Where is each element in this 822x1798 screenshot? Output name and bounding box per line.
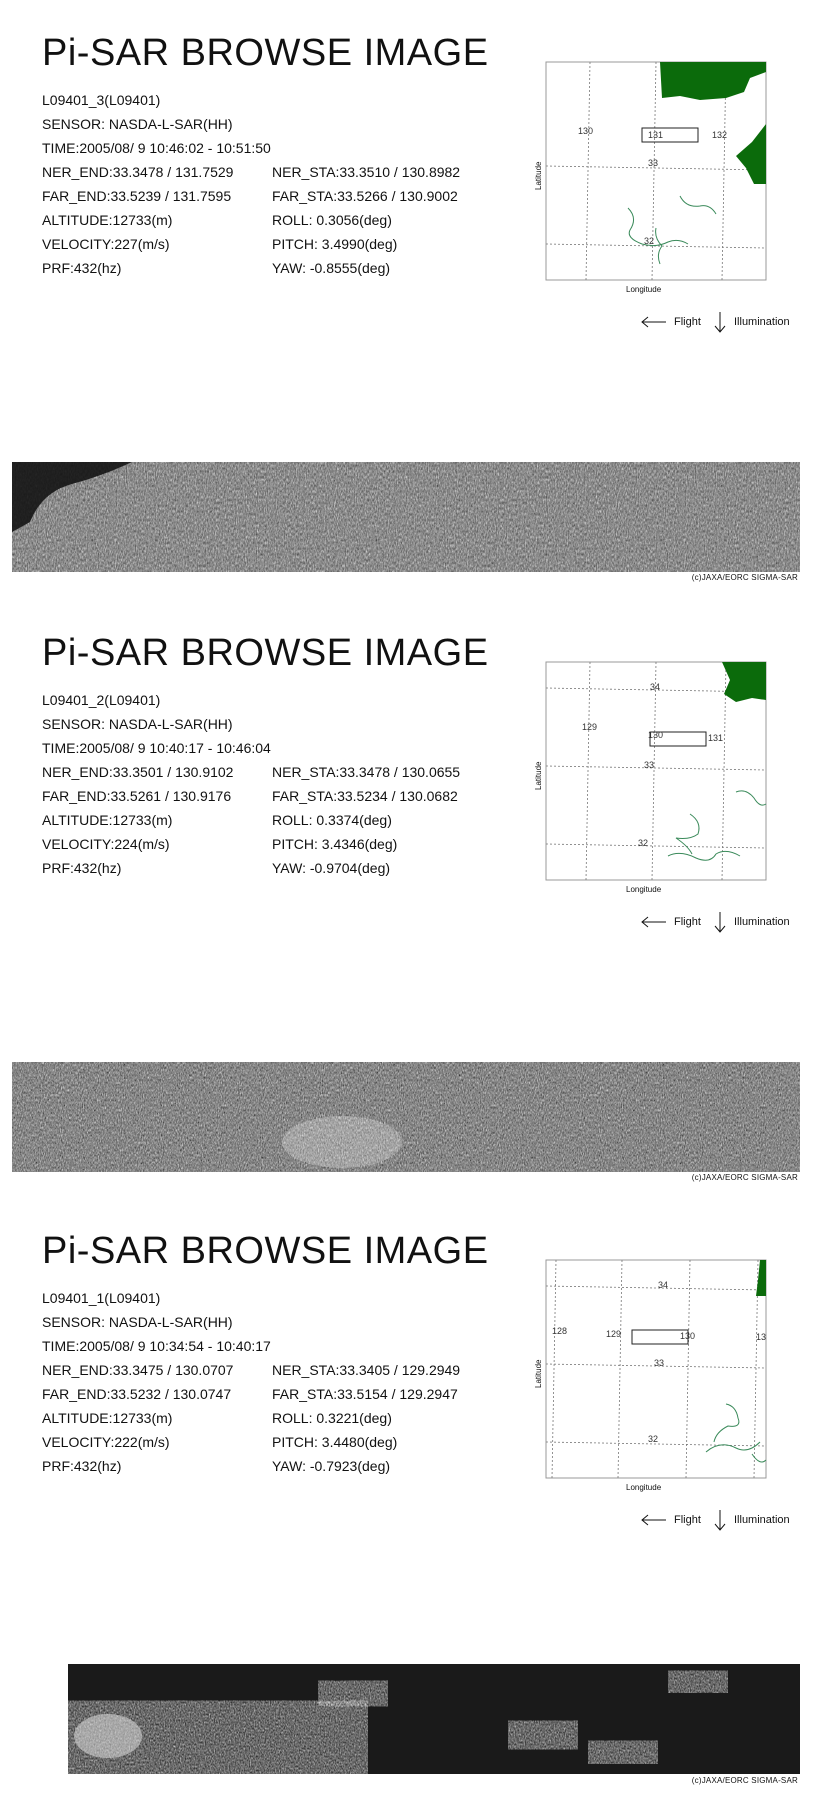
altitude: ALTITUDE:12733(m) <box>42 1410 173 1426</box>
prf: PRF:432(hz) <box>42 1458 122 1474</box>
altitude: ALTITUDE:12733(m) <box>42 212 173 228</box>
x-axis-label: Longitude <box>626 885 662 894</box>
altitude: ALTITUDE:12733(m) <box>42 812 173 828</box>
lat-label: 32 <box>638 838 649 848</box>
y-axis-label: Latitude <box>534 761 543 790</box>
section-title: Pi-SAR BROWSE IMAGE <box>42 32 489 74</box>
section-title: Pi-SAR BROWSE IMAGE <box>42 632 489 674</box>
time-info: TIME:2005/08/ 9 10:40:17 - 10:46:04 <box>42 740 271 756</box>
illumination-label: Illumination <box>734 916 790 928</box>
arrow-left-icon <box>642 1515 666 1525</box>
velocity: VELOCITY:227(m/s) <box>42 236 170 252</box>
time-info: TIME:2005/08/ 9 10:46:02 - 10:51:50 <box>42 140 271 156</box>
direction-legend <box>640 910 810 934</box>
location-map <box>530 1256 768 1494</box>
ner-end: NER_END:33.3478 / 131.7529 <box>42 164 234 180</box>
arrow-down-icon <box>715 1510 725 1530</box>
yaw: YAW: -0.8555(deg) <box>272 260 391 276</box>
scene-id: L09401_1(L09401) <box>42 1290 161 1306</box>
scene-info <box>42 688 512 880</box>
ner-end: NER_END:33.3475 / 130.0707 <box>42 1362 234 1378</box>
sar-browse-image <box>68 1664 800 1774</box>
pitch: PITCH: 3.4346(deg) <box>272 836 398 852</box>
arrow-left-icon <box>642 917 666 927</box>
pitch: PITCH: 3.4990(deg) <box>272 236 398 252</box>
direction-legend <box>640 310 810 334</box>
scene-id: L09401_3(L09401) <box>42 92 161 108</box>
far-end: FAR_END:33.5232 / 130.0747 <box>42 1386 232 1402</box>
lat-label: 34 <box>650 682 661 692</box>
section-title: Pi-SAR BROWSE IMAGE <box>42 1230 489 1272</box>
pitch: PITCH: 3.4480(deg) <box>272 1434 398 1450</box>
far-sta: FAR_STA:33.5266 / 130.9002 <box>272 188 458 204</box>
far-end: FAR_END:33.5239 / 131.7595 <box>42 188 232 204</box>
scene-info <box>42 1286 512 1478</box>
y-axis-label: Latitude <box>534 1359 543 1388</box>
far-sta: FAR_STA:33.5154 / 129.2947 <box>272 1386 458 1402</box>
lat-label: 32 <box>648 1434 659 1444</box>
browse-section-2 <box>0 600 822 1200</box>
velocity: VELOCITY:224(m/s) <box>42 836 170 852</box>
lon-label: 132 <box>712 130 728 140</box>
flight-label: Flight <box>674 316 701 328</box>
y-axis-label: Latitude <box>534 161 543 190</box>
sar-browse-image <box>12 1062 800 1172</box>
lon-label: 130 <box>578 126 594 136</box>
lat-label: 34 <box>658 1280 669 1290</box>
direction-legend <box>640 1508 810 1532</box>
yaw: YAW: -0.7923(deg) <box>272 1458 391 1474</box>
browse-section-3 <box>0 1198 822 1798</box>
arrow-down-icon <box>715 912 725 932</box>
lon-label: 131 <box>708 733 724 743</box>
map-frame <box>546 1260 766 1478</box>
lon-label: 129 <box>582 722 598 732</box>
copyright-credit: (c)JAXA/EORC SIGMA-SAR <box>691 1173 798 1182</box>
lon-label: 130 <box>648 730 664 740</box>
location-map <box>530 58 768 296</box>
lon-label: 129 <box>606 1329 622 1339</box>
illumination-label: Illumination <box>734 316 790 328</box>
x-axis-label: Longitude <box>626 1483 662 1492</box>
lon-label: 128 <box>552 1326 568 1336</box>
sar-browse-image <box>12 462 800 572</box>
x-axis-label: Longitude <box>626 285 662 294</box>
sensor-info: SENSOR: NASDA-L-SAR(HH) <box>42 1314 233 1330</box>
lat-label: 33 <box>648 158 659 168</box>
roll: ROLL: 0.3374(deg) <box>272 812 392 828</box>
copyright-credit: (c)JAXA/EORC SIGMA-SAR <box>691 1776 798 1785</box>
lat-label: 33 <box>644 760 655 770</box>
prf: PRF:432(hz) <box>42 260 122 276</box>
flight-label: Flight <box>674 916 701 928</box>
velocity: VELOCITY:222(m/s) <box>42 1434 170 1450</box>
time-info: TIME:2005/08/ 9 10:34:54 - 10:40:17 <box>42 1338 271 1354</box>
ner-sta: NER_STA:33.3478 / 130.0655 <box>272 764 461 780</box>
roll: ROLL: 0.3221(deg) <box>272 1410 392 1426</box>
browse-section-1 <box>0 0 822 600</box>
lat-label: 33 <box>654 1358 665 1368</box>
arrow-left-icon <box>642 317 666 327</box>
lon-label: 130 <box>680 1331 696 1341</box>
yaw: YAW: -0.9704(deg) <box>272 860 391 876</box>
copyright-credit: (c)JAXA/EORC SIGMA-SAR <box>691 573 798 582</box>
lat-label: 32 <box>644 236 655 246</box>
sensor-info: SENSOR: NASDA-L-SAR(HH) <box>42 116 233 132</box>
location-map <box>530 658 768 896</box>
ner-sta: NER_STA:33.3405 / 129.2949 <box>272 1362 461 1378</box>
ner-sta: NER_STA:33.3510 / 130.8982 <box>272 164 461 180</box>
scene-info <box>42 88 512 280</box>
illumination-label: Illumination <box>734 1514 790 1526</box>
lon-label: 131 <box>648 130 664 140</box>
ner-end: NER_END:33.3501 / 130.9102 <box>42 764 234 780</box>
arrow-down-icon <box>715 312 725 332</box>
sensor-info: SENSOR: NASDA-L-SAR(HH) <box>42 716 233 732</box>
far-sta: FAR_STA:33.5234 / 130.0682 <box>272 788 458 804</box>
prf: PRF:432(hz) <box>42 860 122 876</box>
roll: ROLL: 0.3056(deg) <box>272 212 392 228</box>
far-end: FAR_END:33.5261 / 130.9176 <box>42 788 232 804</box>
flight-label: Flight <box>674 1514 701 1526</box>
lon-label: 13 <box>756 1332 767 1342</box>
scene-id: L09401_2(L09401) <box>42 692 161 708</box>
